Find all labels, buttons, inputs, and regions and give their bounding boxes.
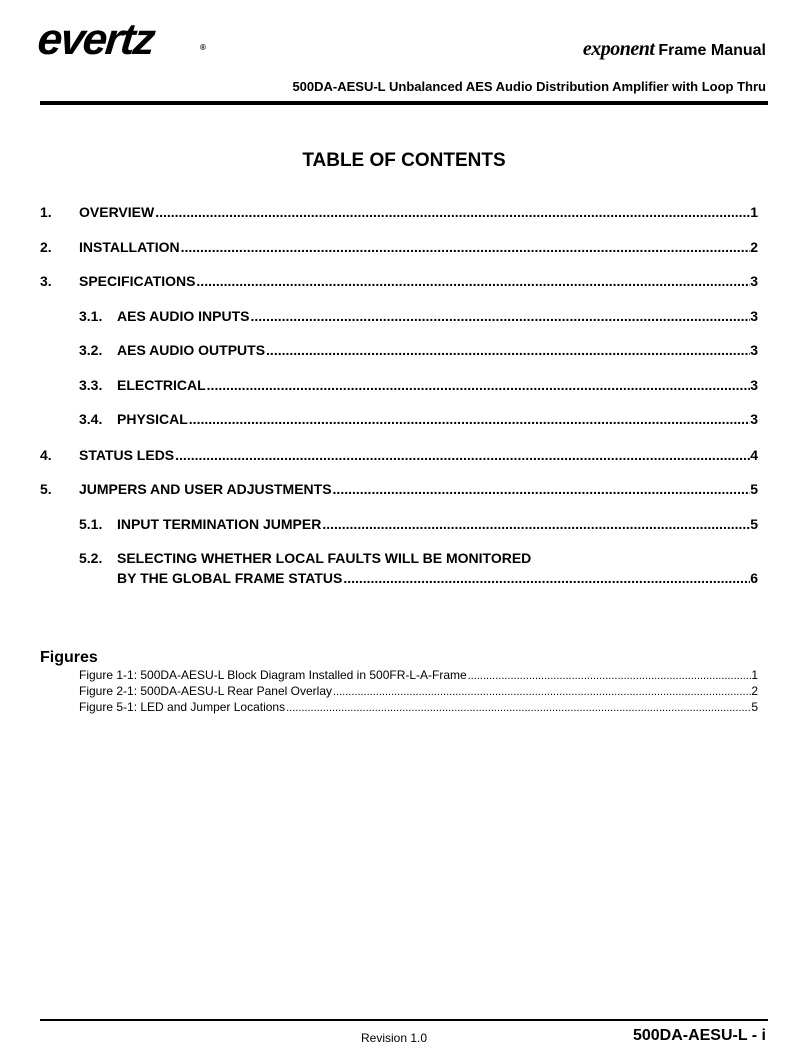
toc-number: 5.1. — [79, 516, 103, 532]
toc-entry-specifications[interactable] — [40, 272, 758, 290]
document-subtitle: 500DA-AESU-L Unbalanced AES Audio Distribution Amplifier with Loop Thru — [292, 79, 766, 94]
toc-page: 2 — [750, 239, 758, 255]
dot-leader — [154, 203, 750, 221]
toc-entry-input-termination-jumper[interactable] — [40, 515, 758, 533]
toc-entry-installation[interactable] — [40, 238, 758, 256]
figure-page: 5 — [751, 700, 758, 714]
toc-entry-physical[interactable] — [40, 410, 758, 428]
figure-entry[interactable] — [79, 684, 758, 699]
toc-number: 5. — [40, 481, 52, 497]
toc-page: 6 — [750, 570, 758, 586]
toc-number: 1. — [40, 204, 52, 220]
toc-entry-jumpers[interactable] — [40, 480, 758, 498]
toc-number: 3.1. — [79, 308, 103, 324]
logo-text: evertz — [35, 15, 156, 64]
dot-leader — [250, 307, 751, 325]
dot-leader — [180, 238, 751, 256]
toc-entry-local-faults-line2[interactable] — [40, 569, 758, 587]
toc-page: 3 — [750, 308, 758, 324]
toc-page: 3 — [750, 377, 758, 393]
dot-leader — [321, 515, 750, 533]
figure-page: 2 — [751, 684, 758, 698]
figure-title: Figure 2-1: 500DA-AESU-L Rear Panel Overlay — [79, 684, 332, 698]
toc-page: 5 — [750, 516, 758, 532]
toc-number: 3.3. — [79, 377, 103, 393]
toc-page: 5 — [750, 481, 758, 497]
toc-entry-aes-audio-inputs[interactable] — [40, 307, 758, 325]
toc-number: 3.4. — [79, 411, 103, 427]
manual-brand — [583, 38, 766, 61]
dot-leader — [206, 376, 751, 394]
revision-label: Revision 1.0 — [361, 1031, 428, 1045]
toc-number: 2. — [40, 239, 52, 255]
figure-title: Figure 1-1: 500DA-AESU-L Block Diagram Installed in 500FR-L-A-Frame — [79, 668, 467, 682]
toc-number: 3.2. — [79, 342, 103, 358]
toc-number: 3. — [40, 273, 52, 289]
header-divider — [40, 101, 768, 105]
toc-title-text: JUMPERS AND USER ADJUSTMENTS — [79, 481, 332, 497]
figure-page: 1 — [751, 668, 758, 682]
toc-entry-local-faults-line1[interactable] — [40, 549, 758, 567]
toc-title-text: STATUS LEDS — [79, 447, 175, 463]
toc-title-text: SPECIFICATIONS — [79, 273, 196, 289]
toc-title-text: INPUT TERMINATION JUMPER — [117, 516, 322, 532]
page-number: 500DA-AESU-L - i — [632, 1027, 766, 1044]
toc-number: 4. — [40, 447, 52, 463]
footer-divider — [40, 1019, 768, 1021]
toc-page: 1 — [750, 204, 758, 220]
toc-page: 3 — [750, 273, 758, 289]
manual-type: Frame Manual — [658, 42, 766, 59]
toc-title: TABLE OF CONTENTS — [302, 150, 506, 171]
dot-leader — [265, 341, 750, 359]
toc-page: 3 — [750, 342, 758, 358]
dot-leader — [195, 272, 750, 290]
dot-leader — [332, 480, 751, 498]
toc-title-text: SELECTING WHETHER LOCAL FAULTS WILL BE MONITORED — [117, 550, 532, 566]
dot-leader — [342, 569, 750, 587]
toc-title-text: AES AUDIO OUTPUTS — [117, 342, 266, 358]
registered-mark: ® — [200, 43, 206, 52]
dot-leader — [188, 410, 750, 428]
dot-leader — [332, 684, 751, 699]
exponent-logo: exponent — [582, 38, 655, 60]
toc-entry-electrical[interactable] — [40, 376, 758, 394]
figure-entry[interactable] — [79, 700, 758, 715]
toc-page: 4 — [750, 447, 758, 463]
toc-entry-status-leds[interactable] — [40, 446, 758, 464]
toc-title-text: ELECTRICAL — [117, 377, 206, 393]
figures-heading: Figures — [40, 649, 98, 666]
dot-leader — [285, 700, 751, 715]
dot-leader — [174, 446, 750, 464]
toc-title-text: OVERVIEW — [79, 204, 155, 220]
toc-title-text: INSTALLATION — [79, 239, 180, 255]
toc-number: 5.2. — [79, 550, 103, 566]
dot-leader — [467, 668, 752, 683]
figure-title: Figure 5-1: LED and Jumper Locations — [79, 700, 286, 714]
toc-entry-aes-audio-outputs[interactable] — [40, 341, 758, 359]
toc-title-text: AES AUDIO INPUTS — [117, 308, 250, 324]
figure-entry[interactable] — [79, 668, 758, 683]
toc-page: 3 — [750, 411, 758, 427]
toc-title-text: PHYSICAL — [117, 411, 188, 427]
toc-title-text: BY THE GLOBAL FRAME STATUS — [117, 570, 343, 586]
toc-entry-overview[interactable] — [40, 203, 758, 221]
